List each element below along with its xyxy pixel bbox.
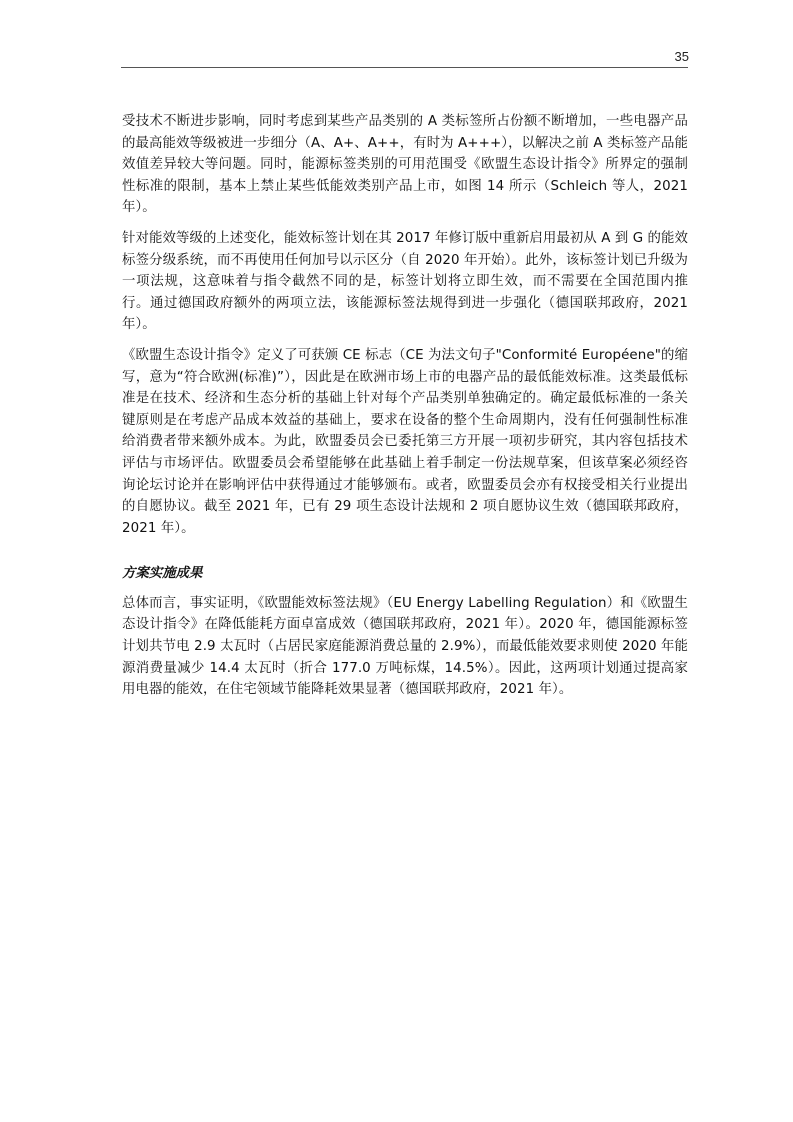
paragraph-results: 总体而言，事实证明，《欧盟能效标签法规》（EU Energy Labelling Regulation）和《欧盟生态设计指令》在降低能耗方面卓富成效（德国联邦政府，2021 年）。2020 年，德国能源标签计划共节电 2.9 太瓦时（占居民家庭能源消费总量的 2.9%），而最低能效要求则使 2020 年能源消费量减少 14.4 太瓦时（折合 177.0 万吨标煤，14.5%）。因此，这两项计划通过提高家用电器的能效，在住宅领域节能降耗效果显著（德国联邦政府，2021 年）。 [122, 595, 688, 698]
page-number: 35 [674, 49, 689, 64]
section-heading-results: 方案实施成果 [122, 565, 203, 582]
paragraph-energy-label-subdivision: 受技术不断进步影响，同时考虑到某些产品类别的 A 类标签所占份额不断增加，一些电器产品的最高能效等级被进一步细分（A、A+、A++，有时为 A+++），以解决之前 A 类标签产品能效值差异较大等问题。同时，能源标签类别的可用范围受《欧盟生态设计指令》所界定的强制性标准的限制，基本上禁止某些低能效类别产品上市，如图 14 所示（Schleich 等人，2021 年）。 [122, 114, 688, 216]
header-divider [121, 67, 688, 68]
document-body [122, 111, 688, 710]
paragraph-label-rescaling: 针对能效等级的上述变化，能效标签计划在其 2017 年修订版中重新启用最初从 A 到 G 的能效标签分级系统，而不再使用任何加号以示区分（自 2020 年开始）。此外，该标签计划已升级为一项法规，这意味着与指令截然不同的是，标签计划将立即生效，而不需要在全国范围内推行。通过德国政府额外的两项立法，该能源标签法规得到进一步强化（德国联邦政府，2021 年）。 [122, 230, 689, 333]
paragraph-ecodesign-directive: 《欧盟生态设计指令》定义了可获颁 CE 标志（CE 为法文句子"Conformité Européene"的缩写，意为“符合欧洲(标准)”），因此是在欧洲市场上市的电器产品的最低能效标准。这类最低标准是在技术、经济和生态分析的基础上针对每个产品类别单独确定的。确定最低标准的一条关键原则是在考虑产品成本效益的基础上，要求在设备的整个生命周期内，没有任何强制性标准给消费者带来额外成本。为此，欧盟委员会已委托第三方开展一项初步研究，其内容包括技术评估与市场评估。欧盟委员会希望能够在此基础上着手制定一份法规草案，但该草案必须经咨询论坛讨论并在影响评估中获得通过才能够颁布。或者，欧盟委员会亦有权接受相关行业提出的自愿协议。截至 2021 年，已有 29 项生态设计法规和 2 项自愿协议生效（德国联邦政府，2021 年）。 [122, 347, 688, 536]
